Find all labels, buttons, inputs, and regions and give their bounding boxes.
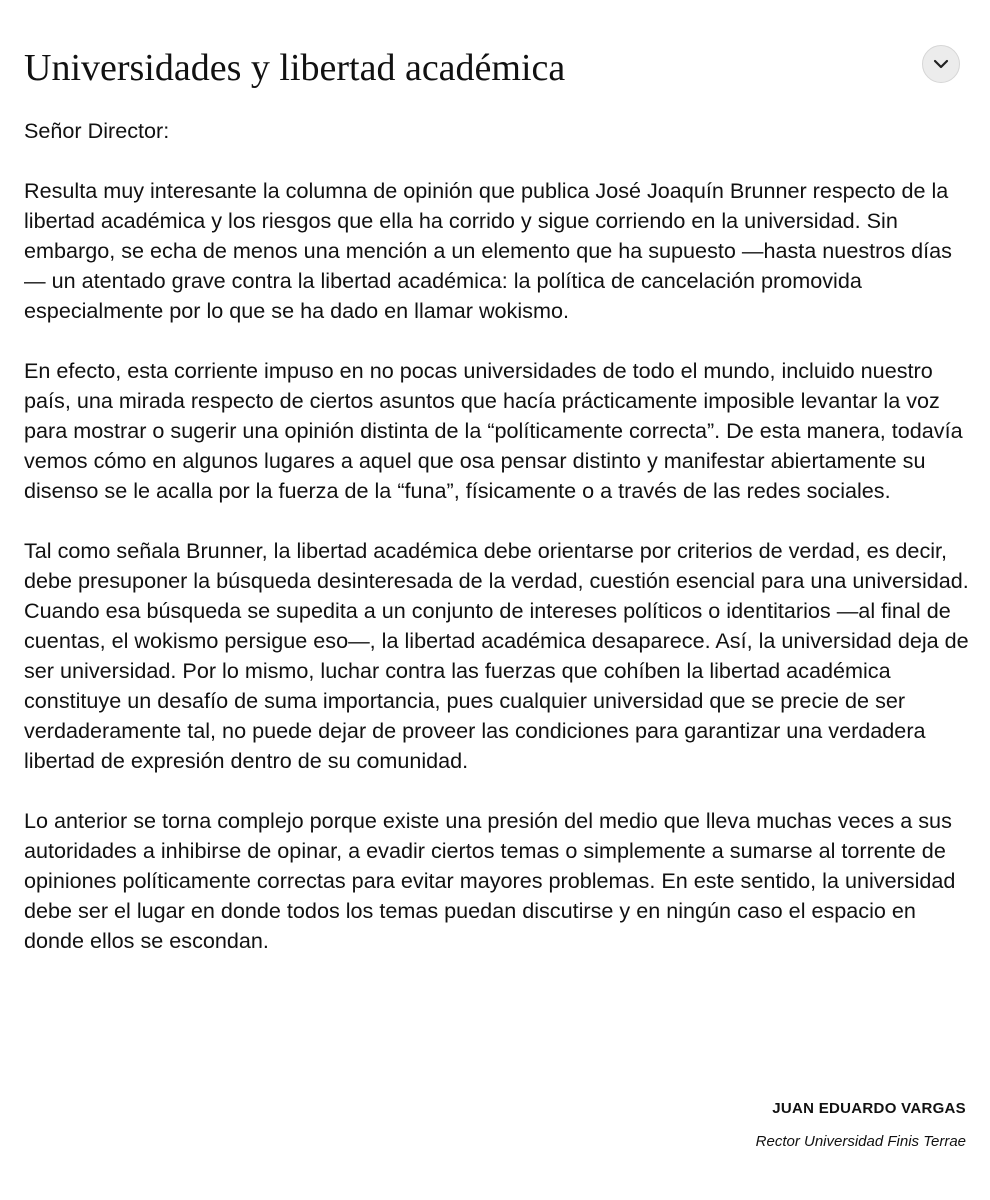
paragraph-1: Resulta muy interesante la columna de opinión que publica José Joaquín Brunner respecto de la libertad académica y los riesgos que ella ha corrido y sigue corriendo en la universidad. Sin embargo, se echa de menos una mención a un elemento que ha supuesto —hasta nuestros días— un atentado grave contra la libertad académica: la política de cancelación promovida especialmente por lo que se ha dado en llamar wokismo. (24, 178, 952, 323)
paragraph-2: En efecto, esta corriente impuso en no pocas universidades de todo el mundo, incluido nuestro país, una mirada respecto de ciertos asuntos que hacía prácticamente imposible levantar la voz para mostrar o sugerir una opinión distinta de la “políticamente correcta”. De esta manera, todavía vemos cómo en algunos lugares a aquel que osa pensar distinto y manifestar abiertamente su disenso se le acalla por la fuerza de la “funa”, físicamente o a través de las redes sociales. (24, 358, 963, 503)
chevron-down-icon (933, 59, 949, 69)
paragraph-4: Lo anterior se torna complejo porque existe una presión del medio que lleva muchas veces a sus autoridades a inhibirse de opinar, a evadir ciertos temas o simplemente a sumarse al torrente de opiniones políticamente correctas para evitar mayores problemas. En este sentido, la universidad debe ser el lugar en donde todos los temas puedan discutirse y en ningún caso el espacio en donde ellos se escondan. (24, 808, 956, 953)
paragraph-3: Tal como señala Brunner, la libertad académica debe orientarse por criterios de verdad, es decir, debe presuponer la búsqueda desinteresada de la verdad, cuestión esencial para una universidad. Cuando esa búsqueda se supedita a un conjunto de intereses políticos o identitarios —al final de cuentas, el wokismo persigue eso—, la libertad académica desaparece. Así, la universidad deja de ser universidad. Por lo mismo, luchar contra las fuerzas que cohíben la libertad académica constituye un desafío de suma importancia, pues cualquier universidad que se precie de ser verdaderamente tal, no puede dejar de proveer las condiciones para garantizar una verdadera libertad de expresión dentro de su comunidad. (24, 538, 969, 773)
signature-block (756, 1098, 966, 1153)
article-title: Universidades y libertad académica (24, 47, 566, 89)
author-name: JUAN EDUARDO VARGAS (772, 1100, 966, 1117)
letter-body (24, 116, 969, 986)
collapse-button[interactable] (922, 45, 960, 83)
author-role: Rector Universidad Finis Terrae (755, 1133, 966, 1150)
salutation: Señor Director: (24, 118, 170, 143)
